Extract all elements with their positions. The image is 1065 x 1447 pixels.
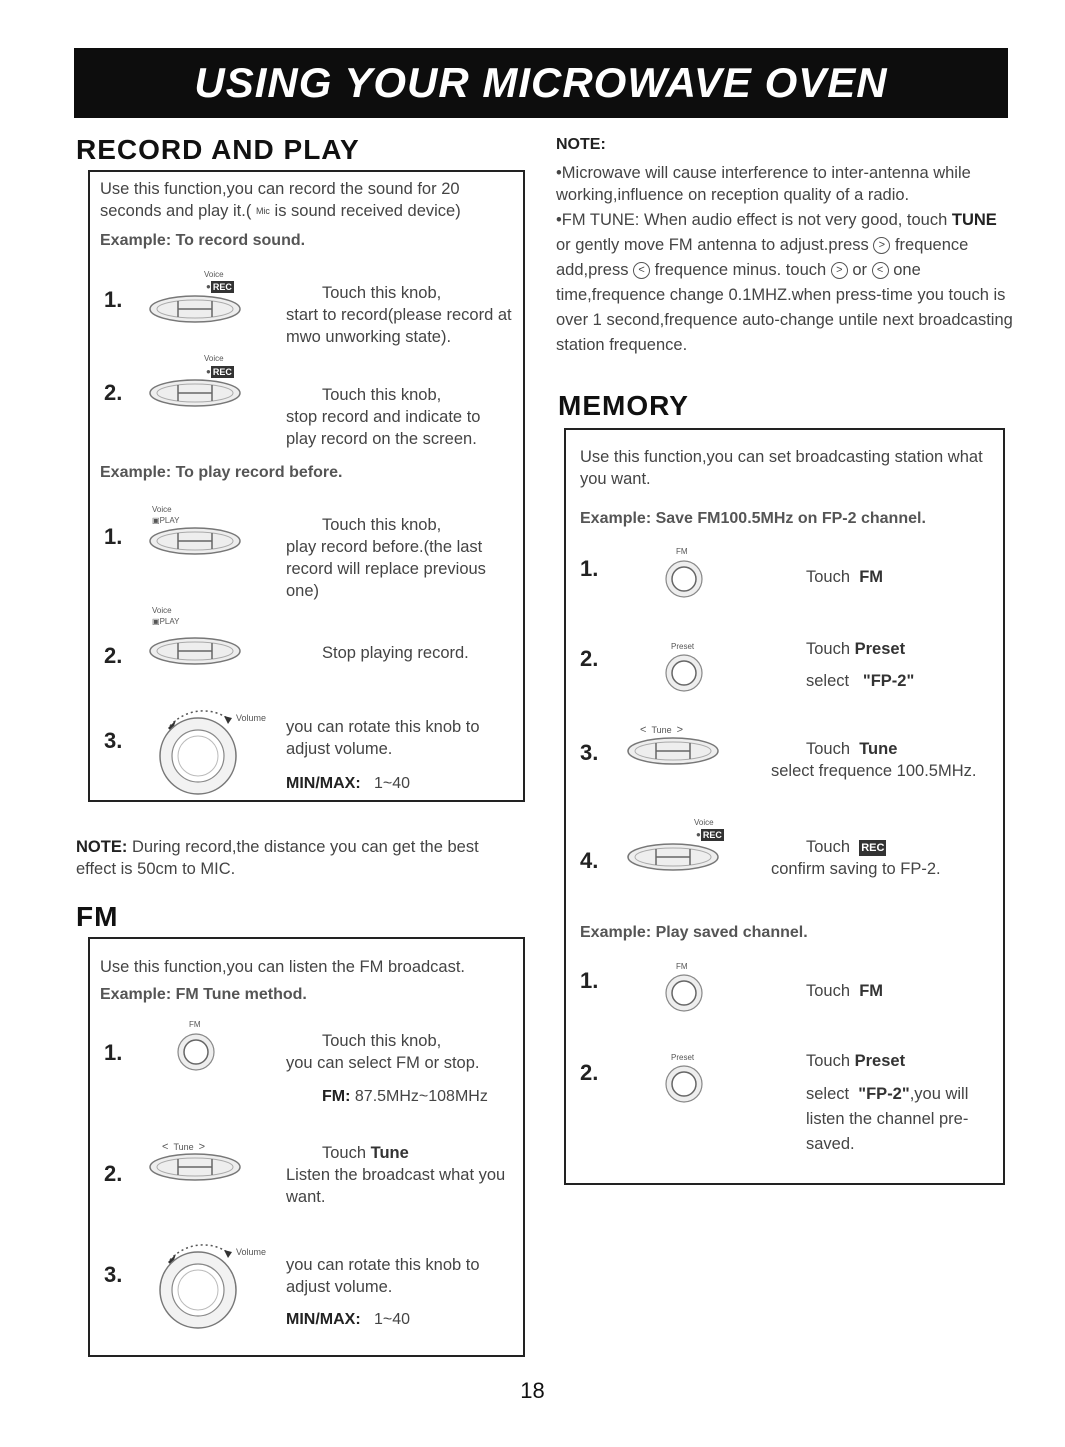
- volume-label: Volume: [236, 713, 267, 723]
- note-right-heading: NOTE:: [556, 136, 606, 153]
- rec-dot-icon: ●: [206, 367, 211, 377]
- tune-label: < Tune >: [640, 724, 684, 736]
- arrow-right-circle-icon: >: [873, 237, 890, 254]
- note-right-bullet-2: •FM TUNE: When audio effect is not very good, touch TUNE or gently move FM antenna to adjust.press > frequence add,press < frequence minus. touch > or < one time,frequence change 0.1MHZ.when press-time you touch is over 1 second,frequence auto-change untile next broadcasting station frequence.: [556, 211, 1013, 354]
- play-label: ▣PLAY: [152, 617, 180, 626]
- record-step-1-number: 1.: [104, 287, 123, 312]
- fm-knob-icon[interactable]: [664, 973, 704, 1013]
- voice-label: Voice: [204, 270, 224, 279]
- fm-step-1-number: 1.: [104, 1040, 123, 1065]
- voice-play-knob-icon[interactable]: [148, 636, 242, 666]
- memory-step-4-text: confirm saving to FP-2.: [771, 860, 941, 878]
- rec-label: ● REC: [206, 282, 232, 292]
- fm-knob-icon[interactable]: [664, 559, 704, 599]
- arrow-left-circle-icon: <: [633, 262, 650, 279]
- fm-knob-icon[interactable]: [176, 1032, 216, 1072]
- chevron-right-icon: >: [676, 724, 684, 736]
- memory-play-step-2-number: 2.: [580, 1060, 599, 1085]
- memory-step-3-text: select frequence 100.5MHz.: [771, 762, 977, 780]
- record-step-2-text-a: Touch this knob,: [322, 386, 442, 404]
- voice-label: Voice: [694, 818, 714, 827]
- memory-step-4-touch: Touch REC: [806, 838, 885, 856]
- play-example-heading: Example: To play record before.: [100, 464, 343, 481]
- voice-label: Voice: [152, 505, 172, 514]
- play-step-1-number: 1.: [104, 524, 123, 549]
- play-minmax: MIN/MAX: 1~40: [286, 775, 411, 792]
- volume-label: Volume: [236, 1247, 267, 1257]
- tune-knob-icon[interactable]: [626, 736, 720, 766]
- play-box-icon: ▣: [152, 516, 160, 525]
- fm-step-3-text: you can rotate this knob to adjust volume.: [286, 1256, 480, 1296]
- mic-icon: Mic: [255, 206, 270, 217]
- fm-example-heading: Example: FM Tune method.: [100, 986, 307, 1003]
- fm-range: FM: 87.5MHz~108MHz: [322, 1088, 488, 1105]
- voice-rec-knob-icon[interactable]: [626, 842, 720, 872]
- memory-step-1-text: Touch FM: [806, 568, 884, 586]
- memory-play-step-1-text: Touch FM: [806, 982, 884, 1000]
- fm-intro: Use this function,you can listen the FM broadcast.: [100, 958, 466, 976]
- memory-step-3-number: 3.: [580, 740, 599, 765]
- arrow-right-circle-icon: >: [831, 262, 848, 279]
- play-label: ▣PLAY: [152, 516, 180, 525]
- preset-knob-icon[interactable]: [664, 653, 704, 693]
- tune-label: < Tune >: [162, 1141, 206, 1153]
- record-play-title: RECORD AND PLAY: [76, 134, 360, 165]
- record-example-heading: Example: To record sound.: [100, 232, 306, 249]
- fm-step-2-number: 2.: [104, 1161, 123, 1186]
- memory-play-step-1-number: 1.: [580, 968, 599, 993]
- page-number: 18: [520, 1378, 545, 1403]
- volume-knob-icon[interactable]: [150, 1240, 250, 1336]
- memory-title: MEMORY: [558, 390, 689, 421]
- memory-step-2-number: 2.: [580, 646, 599, 671]
- rec-dot-icon: ●: [206, 282, 211, 292]
- voice-rec-knob-icon[interactable]: [148, 294, 242, 324]
- fm-step-2-text-b: Listen the broadcast what you want.: [286, 1166, 506, 1206]
- rec-button-icon: REC: [861, 841, 885, 854]
- play-box-icon: ▣: [152, 617, 160, 626]
- play-step-2-number: 2.: [104, 643, 123, 668]
- play-step-1-text-a: Touch this knob,: [322, 516, 442, 534]
- fm-label: FM: [189, 1020, 201, 1029]
- banner-title: USING YOUR MICROWAVE OVEN: [194, 59, 888, 106]
- fm-step-3-number: 3.: [104, 1262, 123, 1287]
- voice-label: Voice: [152, 606, 172, 615]
- record-play-intro: Use this function,you can record the sound for 20 seconds and play it.( Mic is sound received device): [100, 180, 461, 220]
- rec-label: ● REC: [696, 830, 722, 840]
- voice-play-knob-icon[interactable]: [148, 526, 242, 556]
- memory-step-2-select: select "FP-2": [806, 672, 915, 690]
- fm-title: FM: [76, 901, 119, 932]
- fm-label: FM: [676, 547, 688, 556]
- memory-box: [564, 428, 1005, 1185]
- volume-knob-icon[interactable]: [150, 706, 250, 802]
- voice-rec-knob-icon[interactable]: [148, 378, 242, 408]
- record-step-2-text-b: stop record and indicate to play record on the screen.: [286, 408, 481, 448]
- fm-step-1-text-b: you can select FM or stop.: [286, 1054, 480, 1072]
- chevron-right-icon: >: [198, 1141, 206, 1153]
- fm-label: FM: [676, 962, 688, 971]
- record-step-1-text-a: Touch this knob,: [322, 284, 442, 302]
- memory-step-3-touch: Touch Tune: [806, 740, 898, 758]
- rec-label: ● REC: [206, 367, 232, 377]
- preset-knob-icon[interactable]: [664, 1064, 704, 1104]
- memory-play-step-2-touch: Touch Preset: [806, 1052, 906, 1070]
- memory-example-1-heading: Example: Save FM100.5MHz on FP-2 channel.: [580, 510, 926, 527]
- fm-step-1-text-a: Touch this knob,: [322, 1032, 442, 1050]
- voice-label: Voice: [204, 354, 224, 363]
- tune-knob-icon[interactable]: [148, 1152, 242, 1182]
- play-step-3-text: you can rotate this knob to adjust volume.: [286, 718, 480, 758]
- memory-example-2-heading: Example: Play saved channel.: [580, 924, 808, 941]
- fm-minmax: MIN/MAX: 1~40: [286, 1311, 411, 1328]
- preset-label: Preset: [671, 642, 695, 651]
- play-step-3-number: 3.: [104, 728, 123, 753]
- memory-step-1-number: 1.: [580, 556, 599, 581]
- memory-step-2-touch: Touch Preset: [806, 640, 906, 658]
- arrow-left-circle-icon: <: [872, 262, 889, 279]
- memory-step-4-number: 4.: [580, 848, 599, 873]
- memory-play-step-2-select: select "FP-2",you will listen the channel pre-saved.: [806, 1085, 969, 1153]
- play-step-2-text: Stop playing record.: [322, 644, 469, 662]
- memory-intro: Use this function,you can set broadcasting station what you want.: [580, 448, 983, 488]
- record-step-2-number: 2.: [104, 380, 123, 405]
- record-step-1-text-b: start to record(please record at mwo unworking state).: [286, 306, 512, 346]
- preset-label: Preset: [671, 1053, 695, 1062]
- play-step-1-text-b: play record before.(the last record will replace previous one): [286, 538, 486, 600]
- page-banner: [74, 48, 1008, 118]
- chevron-left-icon: <: [640, 724, 647, 736]
- chevron-left-icon: <: [162, 1141, 169, 1153]
- fm-step-2-touch: Touch Tune: [322, 1144, 409, 1162]
- note-left: NOTE: During record,the distance you can get the best effect is 50cm to MIC.: [76, 838, 479, 878]
- rec-dot-icon: ●: [696, 830, 701, 840]
- note-right-bullet-1: •Microwave will cause interference to inter-antenna while working,influence on reception quality of a radio.: [556, 164, 971, 204]
